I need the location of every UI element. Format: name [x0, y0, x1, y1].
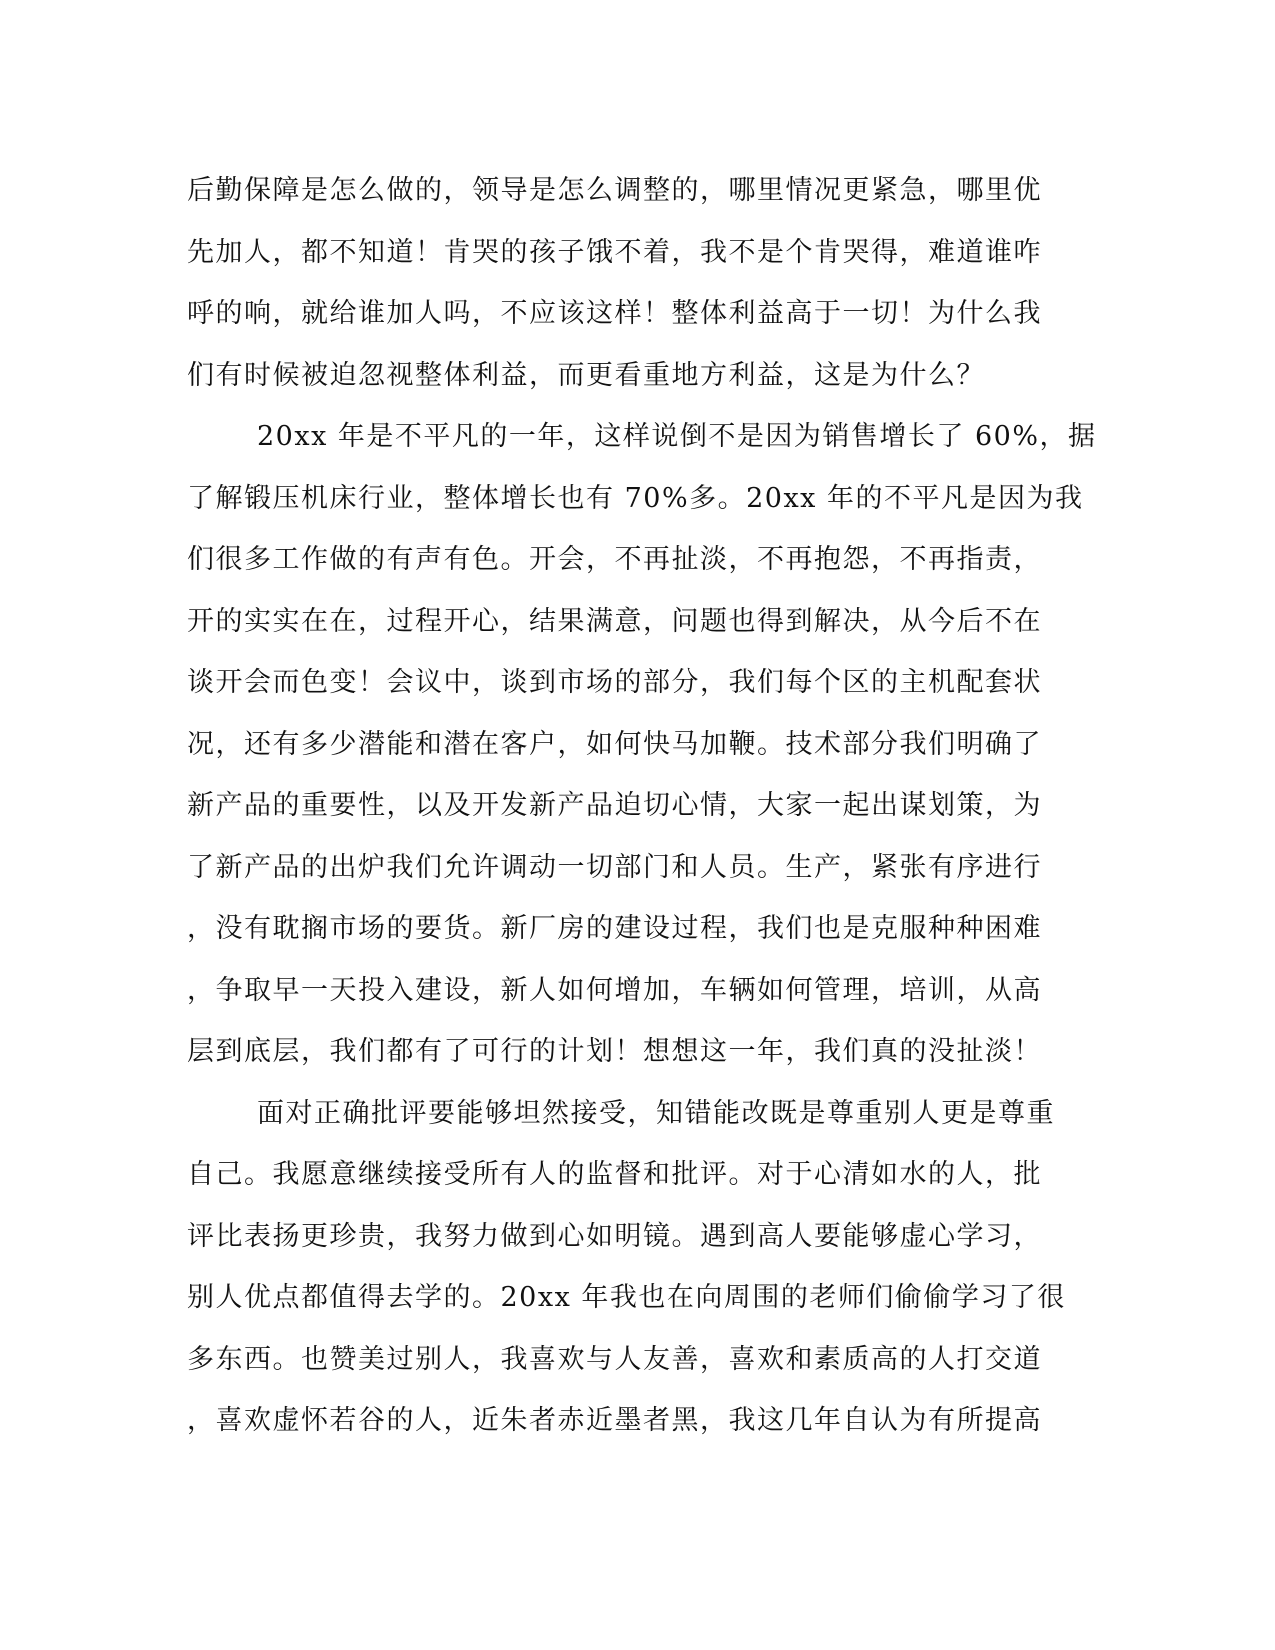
text-line: 们有时候被迫忽视整体利益，而更看重地方利益，这是为什么？ [187, 359, 985, 391]
text-line: 们很多工作做的有声有色。开会，不再扯淡，不再抱怨，不再指责， [187, 544, 1042, 575]
text-line: 先加人，都不知道！肯哭的孩子饿不着，我不是个肯哭得，难道谁咋 [187, 236, 1042, 268]
text-line: 了新产品的出炉我们允许调动一切部门和人员。生产，紧张有序进行 [187, 851, 1042, 883]
text-line: 自己。我愿意继续接受所有人的监督和批评。对于心清如水的人，批 [187, 1159, 1042, 1190]
text-line: ，争取早一天投入建设，新人如何增加，车辆如何管理，培训，从高 [187, 974, 1042, 1006]
text-line: 多东西。也赞美过别人，我喜欢与人友善，喜欢和素质高的人打交道 [187, 1343, 1042, 1375]
text-line: 评比表扬更珍贵，我努力做到心如明镜。遇到高人要能够虚心学习， [187, 1220, 1042, 1252]
text-line: 开的实实在在，过程开心，结果满意，问题也得到解决，从今后不在 [187, 605, 1042, 637]
text-line: 层到底层，我们都有了可行的计划！想想这一年，我们真的没扯淡！ [187, 1036, 1042, 1067]
text-line: ，喜欢虚怀若谷的人，近朱者赤近墨者黑，我这几年自认为有所提高 [187, 1405, 1042, 1436]
text-line: 况，还有多少潜能和潜在客户，如何快马加鞭。技术部分我们明确了 [187, 728, 1042, 760]
text-line: 呼的响，就给谁加人吗，不应该这样！整体利益高于一切！为什么我 [187, 298, 1042, 329]
body-text [187, 160, 1097, 1452]
text-line: 谈开会而色变！会议中，谈到市场的部分，我们每个区的主机配套状 [187, 667, 1042, 698]
text-line: 新产品的重要性，以及开发新产品迫切心情，大家一起出谋划策，为 [187, 790, 1042, 821]
text-line: 了解锻压机床行业，整体增长也有 70%多。20xx 年的不平凡是因为我 [187, 482, 1084, 514]
text-line: ，没有耽搁市场的要货。新厂房的建设过程，我们也是克服种种困难 [187, 913, 1042, 944]
text-line: 后勤保障是怎么做的，领导是怎么调整的，哪里情况更紧急，哪里优 [187, 175, 1042, 206]
paragraph-first-line: 面对正确批评要能够坦然接受，知错能改既是尊重别人更是尊重 [257, 1097, 1055, 1129]
paragraph-first-line: 20xx 年是不平凡的一年，这样说倒不是因为销售增长了 60%，据 [257, 421, 1097, 452]
text-line: 别人优点都值得去学的。20xx 年我也在向周围的老师们偷偷学习了很 [187, 1282, 1066, 1313]
